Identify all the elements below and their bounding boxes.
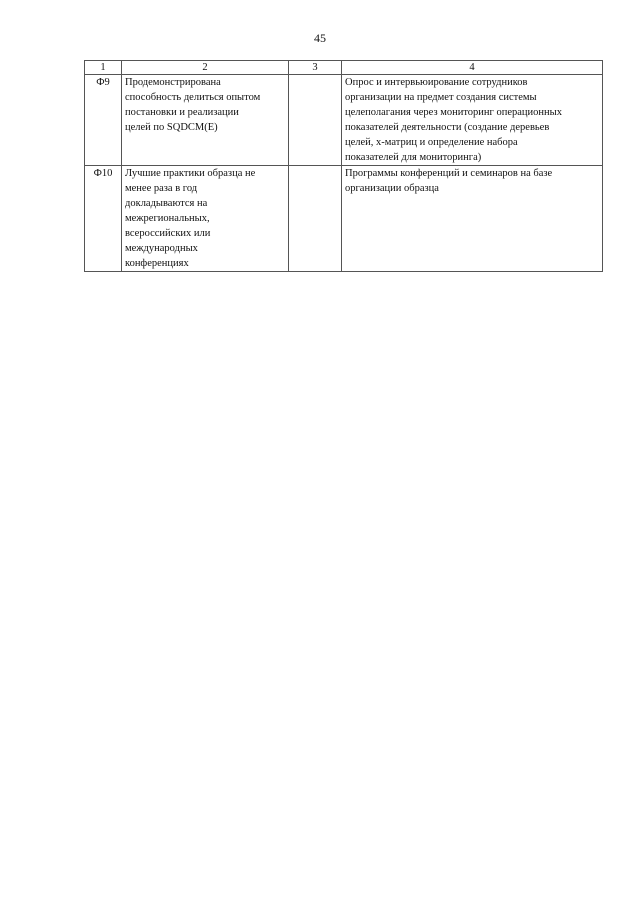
- description-line: Лучшие практики образца не: [125, 168, 256, 179]
- evidence-line: целей, х-матриц и определение набора: [345, 137, 518, 148]
- criterion-code: Ф10: [85, 166, 122, 272]
- evidence-line: показателей деятельности (создание деревьев: [345, 122, 550, 133]
- criterion-description: [122, 166, 289, 272]
- table-row: [85, 75, 603, 166]
- evidence-line: показателей для мониторинга): [345, 152, 482, 163]
- description-line: постановки и реализации: [125, 107, 239, 118]
- description-line: Продемонстрирована: [125, 77, 221, 88]
- description-line: международных: [125, 243, 198, 254]
- evidence-line: целеполагания через мониторинг операционных: [345, 107, 562, 118]
- column-header-4: 4: [342, 61, 603, 75]
- criterion-empty-cell: [289, 75, 342, 166]
- criteria-table: [84, 60, 603, 272]
- evidence-line: Программы конференций и семинаров на базе: [345, 168, 553, 179]
- evidence-line: организации образца: [345, 183, 439, 194]
- criterion-evidence: [342, 166, 603, 272]
- description-line: целей по SQDCM(E): [125, 122, 218, 133]
- description-line: межрегиональных,: [125, 213, 210, 224]
- column-header-2: 2: [122, 61, 289, 75]
- criterion-code: Ф9: [85, 75, 122, 166]
- description-line: способность делиться опытом: [125, 92, 261, 103]
- criterion-evidence: [342, 75, 603, 166]
- table-header-row: [85, 61, 603, 75]
- description-line: всероссийских или: [125, 228, 211, 239]
- evidence-line: организации на предмет создания системы: [345, 92, 537, 103]
- evidence-line: Опрос и интервьюирование сотрудников: [345, 77, 528, 88]
- criterion-empty-cell: [289, 166, 342, 272]
- table-row: [85, 166, 603, 272]
- column-header-1: 1: [85, 61, 122, 75]
- criterion-description: [122, 75, 289, 166]
- description-line: докладываются на: [125, 198, 208, 209]
- description-line: конференциях: [125, 258, 189, 269]
- page-number: 45: [314, 31, 326, 45]
- column-header-3: 3: [289, 61, 342, 75]
- description-line: менее раза в год: [125, 183, 198, 194]
